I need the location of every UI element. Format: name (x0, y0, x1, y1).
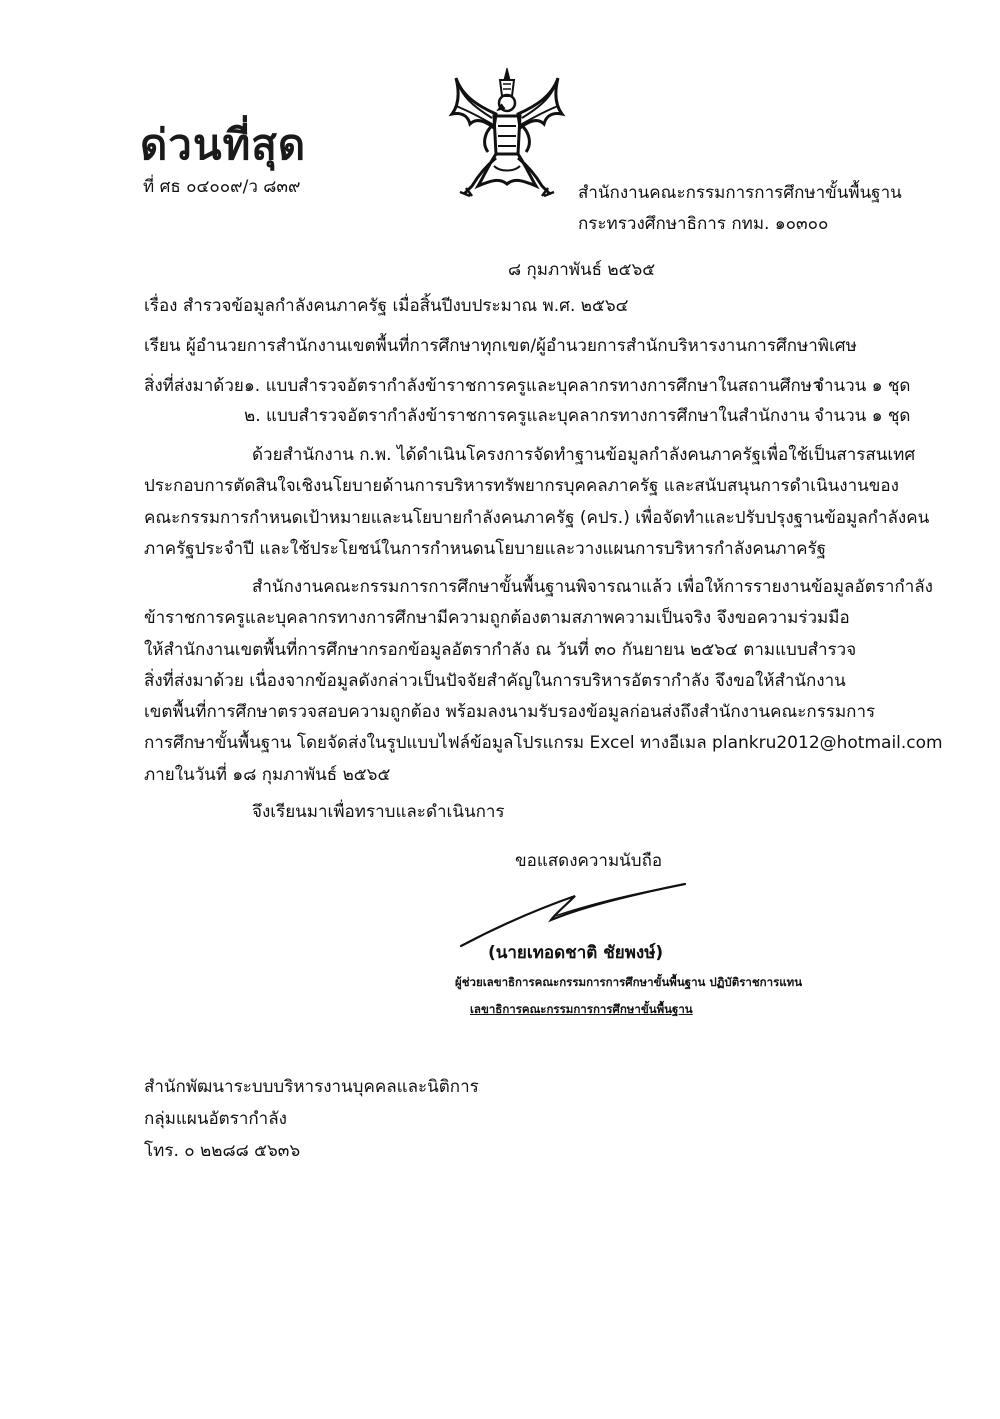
paragraph-line: การศึกษาขั้นพื้นฐาน โดยจัดส่งในรูปแบบไฟล์ข้อมูลโปรแกรม Excel ทางอีเมล plankru2012@hotmail.com (144, 733, 943, 754)
enclosure-label: สิ่งที่ส่งมาด้วย (144, 376, 244, 396)
body-paragraph-1 (144, 440, 930, 565)
paragraph-line: สิ่งที่ส่งมาด้วย เนื่องจากข้อมูลดังกล่าวเป็นปัจจัยสำคัญในการบริหารอัตรากำลัง จึงขอให้สำนักงาน (144, 670, 846, 691)
footer-department: สำนักพัฒนาระบบบริหารงานบุคคลและนิติการ (144, 1077, 479, 1097)
footer-phone: โทร. ๐ ๒๒๘๘ ๕๖๓๖ (144, 1141, 301, 1161)
paragraph-line: ด้วยสำนักงาน ก.พ. ได้ดำเนินโครงการจัดทำฐานข้อมูลกำลังคนภาครัฐเพื่อใช้เป็นสารสนเทศ (252, 445, 916, 465)
enclosure-quantity: จำนวน ๑ ชุด (814, 406, 911, 426)
office-address: กระทรวงศึกษาธิการ กทม. ๑๐๓๐๐ (578, 214, 829, 234)
regards-line: ขอแสดงความนับถือ (515, 851, 663, 871)
signer-position: ผู้ช่วยเลขาธิการคณะกรรมการการศึกษาขั้นพื้นฐาน ปฏิบัติราชการแทน (455, 975, 803, 989)
letter-date: ๘ กุมภาพันธ์ ๒๕๖๕ (508, 260, 656, 280)
body-paragraph-2 (144, 572, 943, 791)
urgency-stamp: ด่วนที่สุด (140, 120, 307, 169)
paragraph-line: ภาครัฐประจำปี และใช้ประโยชน์ในการกำหนดนโยบายและวางแผนการบริหารกำลังคนภาครัฐ (144, 538, 827, 559)
office-name: สำนักงานคณะกรรมการการศึกษาขั้นพื้นฐาน (578, 183, 902, 203)
signer-name: (นายเทอดชาติ ชัยพงษ์) (488, 943, 664, 963)
reference-number: ที่ ศธ ๐๔๐๐๙/ว ๘๓๙ (143, 177, 301, 197)
paragraph-line: ให้สำนักงานเขตพื้นที่การศึกษากรอกข้อมูลอัตรากำลัง ณ วันที่ ๓๐ กันยายน ๒๕๖๔ ตามแบบสำรวจ (144, 639, 857, 660)
paragraph-line: ภายในวันที่ ๑๘ กุมภาพันธ์ ๒๕๖๕ (144, 764, 391, 785)
paragraph-line: คณะกรรมการกำหนดเป้าหมายและนโยบายกำลังคนภาครัฐ (คปร.) เพื่อจัดทำและปรับปรุงฐานข้อมูลกำลังคน (144, 507, 930, 528)
paragraph-line: ข้าราชการครูและบุคลากรทางการศึกษามีความถูกต้องตามสภาพความเป็นจริง จึงขอความร่วมมือ (144, 608, 850, 629)
closing-line: จึงเรียนมาเพื่อทราบและดำเนินการ (252, 802, 505, 822)
handwritten-signature (455, 880, 695, 950)
footer-group: กลุ่มแผนอัตรากำลัง (144, 1109, 287, 1129)
enclosure-quantity: จำนวน ๑ ชุด (814, 376, 911, 396)
paragraph-line: สำนักงานคณะกรรมการการศึกษาขั้นพื้นฐานพิจารณาแล้ว เพื่อให้การรายงานข้อมูลอัตรากำลัง (252, 577, 933, 597)
salutation-line: เรียน ผู้อำนวยการสำนักงานเขตพื้นที่การศึกษาทุกเขต/ผู้อำนวยการสำนักบริหารงานการศึกษาพิเศษ (144, 336, 857, 356)
paragraph-line: เขตพื้นที่การศึกษาตรวจสอบความถูกต้อง พร้อมลงนามรับรองข้อมูลก่อนส่งถึงสำนักงานคณะกรรมการ (144, 702, 876, 723)
subject-line: เรื่อง สำรวจข้อมูลกำลังคนภาครัฐ เมื่อสิ้นปีงบประมาณ พ.ศ. ๒๕๖๔ (144, 296, 629, 316)
signer-position: เลขาธิการคณะกรรมการการศึกษาขั้นพื้นฐาน (470, 1002, 693, 1016)
enclosure-item: ๒. แบบสำรวจอัตรากำลังข้าราชการครูและบุคลากรทางการศึกษาในสำนักงาน (244, 406, 810, 426)
enclosure-item: ๑. แบบสำรวจอัตรากำลังข้าราชการครูและบุคลากรทางการศึกษาในสถานศึกษา (244, 376, 822, 396)
garuda-emblem-icon (448, 66, 566, 200)
paragraph-line: ประกอบการตัดสินใจเชิงนโยบายด้านการบริหารทรัพยากรบุคคลภาครัฐ และสนับสนุนการดำเนินงานของ (144, 476, 899, 497)
